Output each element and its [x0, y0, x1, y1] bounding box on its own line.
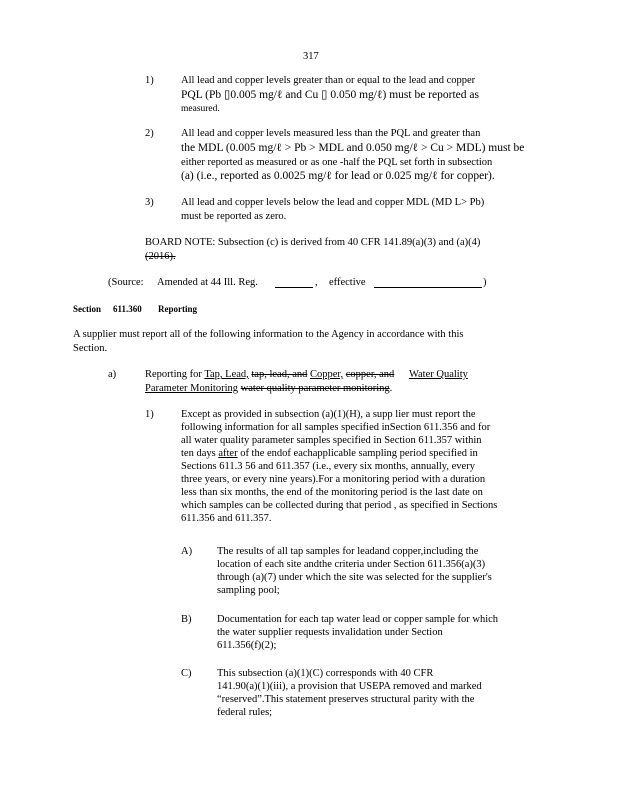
item-B-text [217, 613, 535, 652]
a1-line-4-pre: ten days [181, 448, 216, 459]
intro-line-2: Section. [73, 343, 108, 354]
effective-date-blank [374, 277, 482, 288]
item-3-line-2: must be reported as zero. [181, 211, 287, 222]
A-line: through (a)(7) under which the site was selected for the supplier's [217, 572, 492, 583]
B-line: Documentation for each tap water lead or copper sample for which [217, 614, 499, 625]
a1-line: 611.356 and 611.357. [181, 513, 272, 524]
item-3-number: 3) [145, 197, 154, 208]
section-number: 611.360 [113, 304, 142, 314]
item-2-line-1: All lead and copper levels measured less than the PQL and greater than [181, 128, 481, 139]
register-blank [275, 277, 313, 288]
board-note-struck-year: (2016). [145, 251, 176, 262]
item-2-line-2: the MDL (0.005 mg/ℓ > Pb > MDL and 0.050 mg/ℓ > Cu > MDL) must be [181, 142, 525, 154]
a1-line: all water quality parameter samples specified in Section 611.357 within [181, 435, 482, 446]
A-line: sampling pool; [217, 585, 280, 596]
source-close: ) [483, 277, 487, 288]
item-1-line-3: measured. [181, 104, 220, 114]
item-2-number: 2) [145, 128, 154, 139]
tap-lead-new-text: Tap, Lead, [204, 369, 249, 380]
item-A-text [217, 545, 517, 597]
copper-struck-text: copper, and [345, 369, 395, 380]
item-2-line-4: (a) (i.e., reported as 0.0025 mg/ℓ for lead or 0.025 mg/ℓ for copper). [181, 170, 495, 182]
after-inserted-text: after [218, 448, 238, 459]
wqp-monitoring-struck-text: water quality parameter monitoring [240, 383, 390, 394]
item-A-letter: A) [181, 546, 193, 557]
a1-line-4-post: of the endof eachapplicable sampling period specified in [240, 448, 478, 459]
a1-line: which samples can be collected during that period , as specified in Sections [181, 500, 498, 511]
item-1-line-1: All lead and copper levels greater than or equal to the lead and copper [181, 75, 476, 86]
A-line: location of each site andthe criteria under Section 611.356(a)(3) [217, 559, 486, 570]
copper-new-text: Copper, [310, 369, 344, 380]
section-title: Reporting [158, 304, 197, 314]
item-3-line-1: All lead and copper levels below the lead and copper MDL (MD L> Pb) [181, 197, 485, 208]
water-quality-new-text: Water Quality [408, 369, 468, 380]
subsection-a-prefix: Reporting for [145, 369, 202, 380]
a1-line [181, 447, 535, 460]
intro-line-1: A supplier must report all of the following information to the Agency in accordance with this [73, 329, 464, 340]
item-B-letter: B) [181, 614, 192, 625]
subsection-a-line-1 [145, 368, 468, 381]
item-1-number: 1) [145, 75, 154, 86]
a1-line: following information for all samples specified inSection 611.356 and for [181, 422, 491, 433]
a1-line: three years, or every nine years).For a monitoring period with a duration [181, 474, 486, 485]
subsection-a-letter: a) [108, 369, 117, 380]
source-comma: , [315, 277, 318, 288]
a1-line: Except as provided in subsection (a)(1)(H), a supp lier must report the [181, 409, 476, 420]
item-1-line-2: PQL (Pb ▯0.005 mg/ℓ and Cu ▯ 0.050 mg/ℓ) must be reported as [181, 89, 479, 101]
a1-line: Sections 611.3 56 and 611.357 (i.e., every six months, annually, every [181, 461, 475, 472]
board-note-line-1: BOARD NOTE: Subsection (c) is derived from 40 CFR 141.89(a)(3) and (a)(4) [145, 237, 481, 248]
a1-line: less than six months, the end of the monitoring period is the last date on [181, 487, 483, 498]
C-line: 141.90(a)(1)(iii), a provision that USEPA removed and marked [217, 681, 482, 692]
subsection-a1-text [181, 408, 535, 525]
C-line: This subsection (a)(1)(C) corresponds with 40 CFR [217, 668, 434, 679]
item-2-line-3: either reported as measured or as one -half the PQL set forth in subsection [181, 157, 493, 168]
source-effective: effective [329, 277, 366, 288]
C-line: “reserved”.This statement preserves structural parity with the [217, 694, 475, 705]
subsection-a1-number: 1) [145, 409, 154, 420]
tap-lead-struck-text: tap, lead, and [251, 369, 308, 380]
parameter-monitoring-new-text: Parameter Monitoring [145, 383, 239, 394]
source-label: (Source: [108, 277, 144, 288]
B-line: 611.356(f)(2); [217, 640, 277, 651]
C-line: federal rules; [217, 707, 273, 718]
B-line: the water supplier requests invalidation under Section [217, 627, 443, 638]
item-C-text [217, 667, 517, 719]
subsection-a-line-2 [145, 382, 392, 395]
source-text: Amended at 44 Ill. Reg. [157, 277, 258, 288]
page-number: 317 [303, 51, 319, 62]
A-line: The results of all tap samples for leadand copper,including the [217, 546, 479, 557]
item-C-letter: C) [181, 668, 192, 679]
subsection-a-period: . [389, 383, 393, 394]
section-label: Section [73, 304, 101, 314]
